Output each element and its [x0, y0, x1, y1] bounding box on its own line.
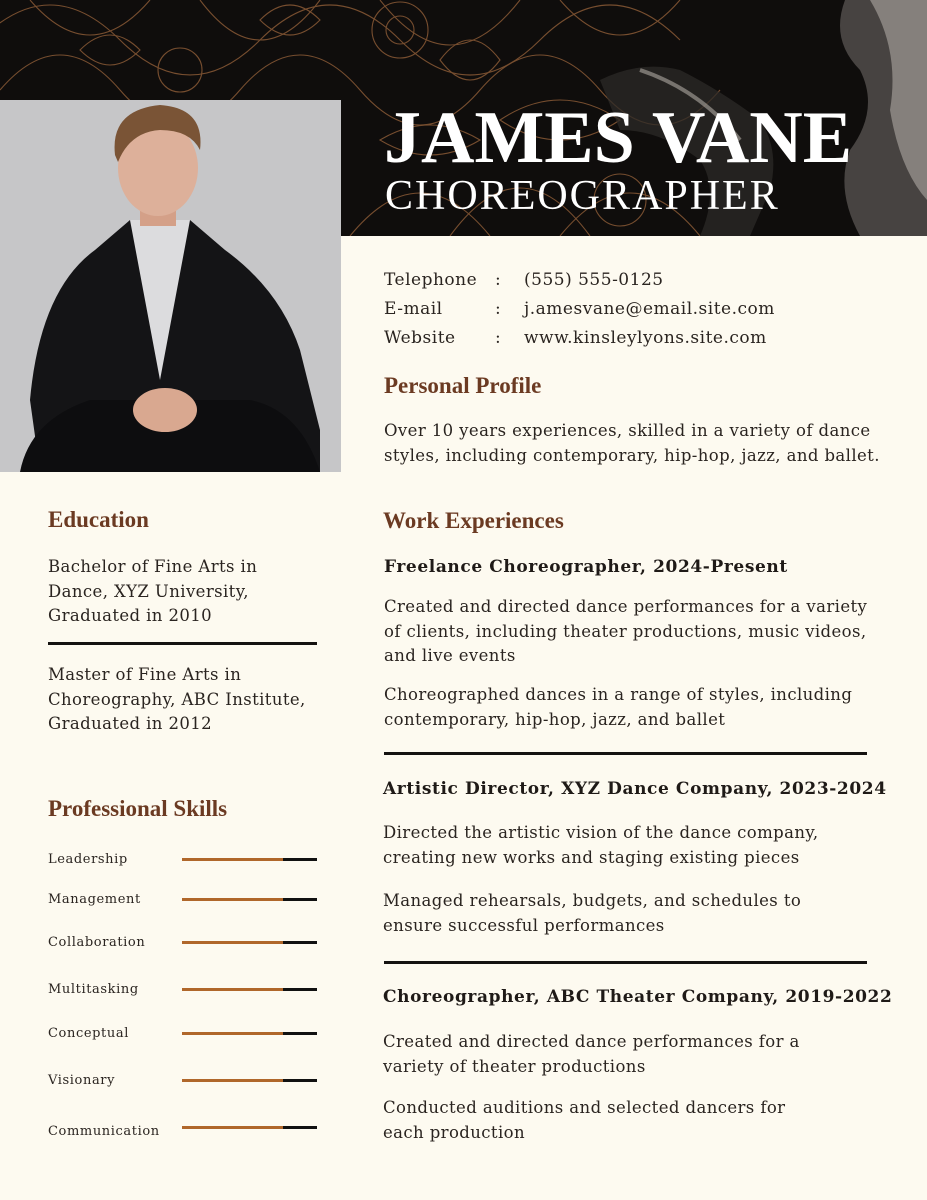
education-heading: Education	[48, 507, 149, 532]
education-item: Master of Fine Arts in Choreography, ABC Institute, Graduated in 2012	[48, 665, 306, 733]
contact-email[interactable]: j.amesvane@email.site.com	[524, 299, 775, 319]
job-bullet: Conducted auditions and selected dancers for each production	[383, 1098, 786, 1142]
skill-bar	[182, 941, 317, 944]
contact-separator: :	[495, 299, 502, 319]
skill-label: Conceptual	[48, 1026, 129, 1041]
contact-website[interactable]: www.kinsleylyons.site.com	[524, 328, 767, 348]
skill-label: Leadership	[48, 852, 128, 867]
candidate-role: CHOREOGRAPHER	[385, 173, 780, 219]
skill-bar-fill	[182, 1032, 283, 1035]
contact-separator: :	[495, 270, 502, 290]
candidate-name: JAMES VANE	[384, 97, 853, 179]
skill-bar	[182, 1079, 317, 1082]
skill-bar	[182, 858, 317, 861]
skill-label: Multitasking	[48, 982, 139, 997]
skills-heading: Professional Skills	[48, 796, 228, 821]
skill-bar-fill	[182, 941, 283, 944]
skill-bar	[182, 1032, 317, 1035]
education-item: Bachelor of Fine Arts in Dance, XYZ University, Graduated in 2010	[48, 557, 258, 625]
skill-label: Collaboration	[48, 935, 146, 950]
skill-bar	[182, 988, 317, 991]
profile-text: Over 10 years experiences, skilled in a variety of dance styles, including contemporary, hip-hop, jazz, and ballet.	[384, 421, 880, 465]
skill-label: Communication	[48, 1124, 160, 1139]
job-title: Freelance Choreographer, 2024-Present	[384, 557, 788, 577]
skill-bar	[182, 898, 317, 901]
skill-bar	[182, 1126, 317, 1129]
contact-label: Website	[384, 328, 456, 348]
contact-telephone: (555) 555-0125	[524, 270, 664, 290]
work-heading: Work Experiences	[383, 508, 564, 533]
contact-separator: :	[495, 328, 502, 348]
job-title: Artistic Director, XYZ Dance Company, 2023-2024	[383, 779, 887, 799]
divider	[384, 961, 867, 964]
contact-label: E-mail	[384, 299, 443, 319]
divider	[384, 752, 867, 755]
portrait-photo	[0, 100, 341, 472]
skill-bar-fill	[182, 858, 283, 861]
divider	[48, 642, 317, 645]
skill-bar-fill	[182, 1079, 283, 1082]
profile-heading: Personal Profile	[384, 373, 542, 398]
contact-label: Telephone	[384, 270, 478, 290]
job-bullet: Managed rehearsals, budgets, and schedules to ensure successful performances	[383, 891, 802, 935]
skill-bar-fill	[182, 898, 283, 901]
job-bullet: Created and directed dance performances for a variety of clients, including theater productions, music videos, and live events	[384, 597, 868, 665]
skill-bar-fill	[182, 988, 283, 991]
job-bullet: Directed the artistic vision of the dance company, creating new works and staging existing pieces	[383, 823, 819, 867]
skill-label: Management	[48, 892, 141, 907]
skill-label: Visionary	[48, 1073, 116, 1088]
job-bullet: Choreographed dances in a range of styles, including contemporary, hip-hop, jazz, and ballet	[384, 685, 853, 729]
job-bullet: Created and directed dance performances for a variety of theater productions	[383, 1032, 800, 1076]
skill-bar-fill	[182, 1126, 283, 1129]
job-title: Choreographer, ABC Theater Company, 2019-2022	[383, 987, 893, 1007]
